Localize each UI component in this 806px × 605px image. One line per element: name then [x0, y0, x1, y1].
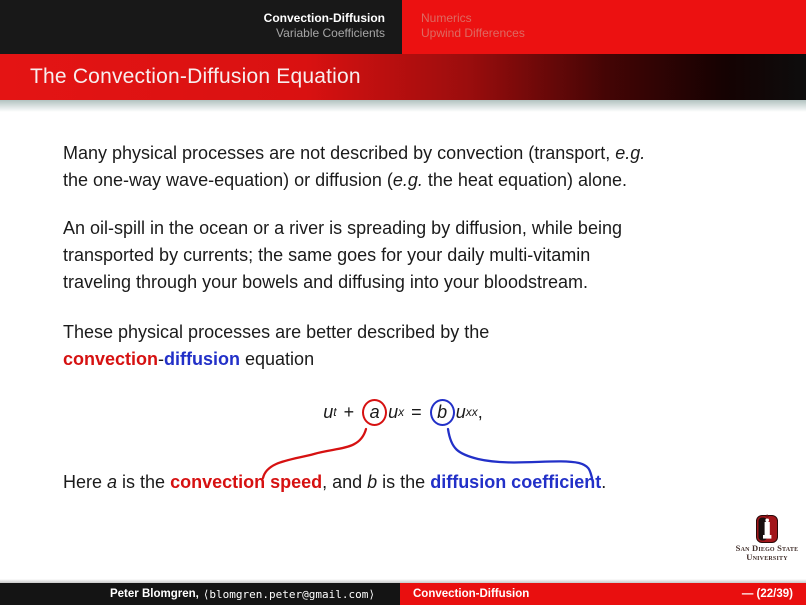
text-segment: -	[158, 349, 165, 369]
university-name-line1: San Diego State	[735, 543, 799, 553]
math-sub-xx: xx	[465, 405, 478, 419]
paragraph-example	[63, 215, 622, 296]
header-section-current	[0, 0, 402, 54]
university-name-line2: University	[746, 552, 788, 562]
footer-doc-title: Convection-Diffusion	[413, 588, 530, 600]
math-u: u	[323, 401, 334, 422]
text-segment-italic: e.g.	[392, 170, 423, 190]
text-line	[63, 346, 489, 373]
frame-title-bar	[0, 54, 806, 100]
math-sub-x: x	[398, 405, 405, 419]
var-b: b	[367, 472, 378, 492]
convection-diffusion-equation	[0, 396, 806, 428]
slide-header	[0, 0, 806, 54]
text-segment: is the	[377, 472, 431, 492]
math-comma: ,	[477, 401, 483, 422]
footer-author: Peter Blomgren,	[109, 588, 199, 600]
text-segment: the heat equation) alone.	[422, 170, 628, 190]
footer-title-area	[400, 583, 806, 605]
math-u: u	[388, 401, 399, 422]
frame-title: The Convection-Diffusion Equation	[30, 65, 361, 88]
var-a: a	[107, 472, 118, 492]
circled-convection-coefficient: a	[362, 399, 387, 426]
text-line	[63, 140, 645, 167]
text-segment: Many physical processes are not described by convection (transport,	[63, 143, 616, 163]
term-diffusion-coefficient: diffusion coefficient	[430, 472, 602, 492]
text-line: transported by currents; the same goes for your daily multi-vitamin	[63, 245, 591, 265]
header-next-section-title: Numerics	[421, 11, 472, 25]
text-segment: is the	[117, 472, 171, 492]
math-sub-t: t	[333, 405, 337, 419]
footer-email: ⟨blomgren.peter@gmail.com⟩	[202, 587, 375, 601]
text-segment: the one-way wave-equation) or diffusion (	[63, 170, 393, 190]
math-plus: +	[343, 401, 355, 422]
university-logo	[731, 514, 803, 562]
header-next-subsection-label: Upwind Differences	[421, 26, 525, 40]
slide-footer	[0, 583, 806, 605]
footer-author-area	[0, 583, 400, 605]
math-equals: =	[411, 401, 422, 422]
text-line	[63, 469, 606, 496]
paragraph-intro	[63, 140, 645, 194]
text-line	[63, 167, 645, 194]
title-shadow-band	[0, 100, 806, 112]
text-segment: Here	[63, 472, 108, 492]
text-line: These physical processes are better described by the	[63, 322, 490, 342]
paragraph-lead-in	[63, 319, 489, 373]
math-u: u	[455, 401, 466, 422]
header-section-title: Convection-Diffusion	[263, 11, 385, 25]
caption-line	[63, 469, 606, 496]
text-line: An oil-spill in the ocean or a river is spreading by diffusion, while being	[63, 218, 622, 238]
term-diffusion: diffusion	[164, 349, 241, 369]
text-segment: .	[601, 472, 607, 492]
circled-diffusion-coefficient: b	[430, 399, 455, 426]
term-convection-speed: convection speed	[170, 472, 323, 492]
header-section-next	[402, 0, 806, 54]
text-line: traveling through your bowels and diffusing into your bloodstream.	[63, 272, 588, 292]
campanile-emblem-icon	[756, 514, 778, 543]
term-convection: convection	[63, 349, 159, 369]
text-segment-italic: e.g.	[615, 143, 646, 163]
footer-page-indicator: — (22/39)	[741, 588, 793, 600]
text-segment: equation	[240, 349, 315, 369]
header-subsection-label: Variable Coefficients	[276, 26, 385, 40]
text-segment: , and	[322, 472, 368, 492]
